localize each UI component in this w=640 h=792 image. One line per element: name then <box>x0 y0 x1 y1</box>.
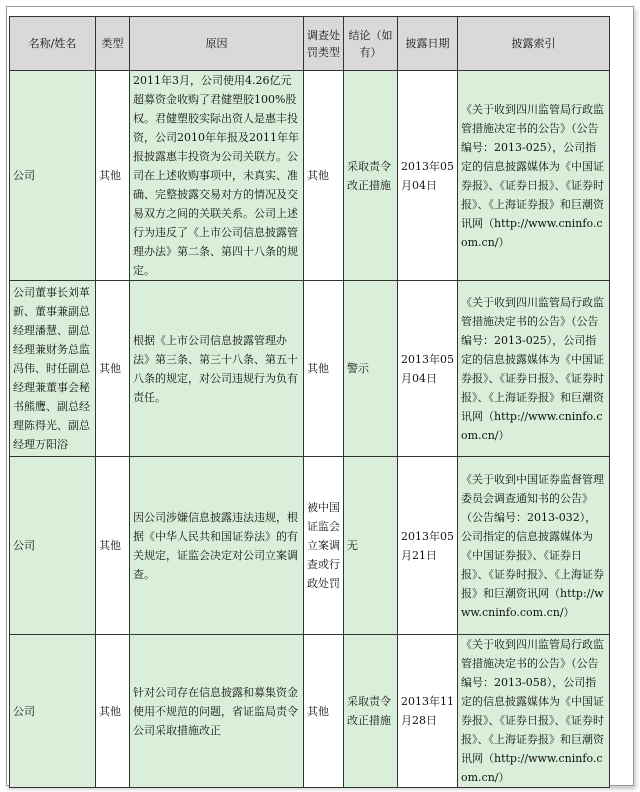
header-penalty-type: 调查处罚类型 <box>304 17 344 71</box>
cell-index: 《关于收到四川监管局行政监管措施决定书的公告》（公告编号：2013-058），公司指定的信息披露媒体为《中国证券报》、《证券日报》、《证券时报》、《上海证券报》和巨潮资讯网（http://www.cninfo.com.cn/） <box>458 635 610 788</box>
header-name: 名称/姓名 <box>10 17 96 71</box>
cell-type: 其他 <box>96 635 130 788</box>
header-conclusion: 结论（如有） <box>344 17 398 71</box>
cell-type: 其他 <box>96 71 130 281</box>
table-row <box>10 457 610 635</box>
cell-penalty-type: 其他 <box>304 635 344 788</box>
header-row <box>10 17 610 71</box>
cell-penalty-type: 其他 <box>304 71 344 281</box>
cell-index: 《关于收到中国证券监督管理委员会调查通知书的公告》（公告编号：2013-032），公司指定的信息披露媒体为《中国证券报》、《证券日报》、《证券时报》、《上海证券报》和巨潮资讯网（http://www.cninfo.com.cn/） <box>458 457 610 635</box>
cell-name: 公司 <box>10 635 96 788</box>
cell-reason: 因公司涉嫌信息披露违法违规，根据《中华人民共和国证券法》的有关规定，证监会决定对公司立案调查。 <box>130 457 304 635</box>
cell-conclusion: 采取责令改正措施 <box>344 71 398 281</box>
cell-name: 公司 <box>10 457 96 635</box>
cell-conclusion: 采取责令改正措施 <box>344 635 398 788</box>
cell-type: 其他 <box>96 457 130 635</box>
cell-penalty-type: 被中国证监会立案调查或行政处罚 <box>304 457 344 635</box>
cell-conclusion: 警示 <box>344 281 398 457</box>
cell-date: 2013年11月28日 <box>398 635 458 788</box>
table-row <box>10 635 610 788</box>
cell-date: 2013年05月21日 <box>398 457 458 635</box>
header-index: 披露索引 <box>458 17 610 71</box>
cell-index: 《关于收到四川监管局行政监管措施决定书的公告》（公告编号：2013-025），公司指定的信息披露媒体为《中国证券报》、《证券日报》、《证券时报》、《上海证券报》和巨潮资讯网（http://www.cninfo.com.cn/） <box>458 281 610 457</box>
cell-index: 《关于收到四川监管局行政监管措施决定书的公告》（公告编号：2013-025），公司指定的信息披露媒体为《中国证券报》、《证券日报》、《证券时报》、《上海证券报》和巨潮资讯网（http://www.cninfo.com.cn/） <box>458 71 610 281</box>
cell-type: 其他 <box>96 281 130 457</box>
cell-reason: 根据《上市公司信息披露管理办法》第三条、第三十八条、第五十八条的规定，对公司违规行为负有责任。 <box>130 281 304 457</box>
header-type: 类型 <box>96 17 130 71</box>
cell-name: 公司 <box>10 71 96 281</box>
cell-date: 2013年05月04日 <box>398 71 458 281</box>
cell-conclusion: 无 <box>344 457 398 635</box>
cell-name: 公司董事长刘革新、董事兼副总经理潘慧、副总经理兼财务总监冯伟、时任副总经理兼董事会秘书熊鹰、副总经理陈得光、副总经理万阳浴 <box>10 281 96 457</box>
cell-penalty-type: 其他 <box>304 281 344 457</box>
disclosure-table <box>9 16 610 788</box>
table-row <box>10 71 610 281</box>
cell-reason: 2011年3月，公司使用4.26亿元超募资金收购了君健塑胶100%股权。君健塑胶实际出资人是惠丰投资，公司2010年年报及2011年年报披露惠丰投资为公司关联方。公司在上述收购事项中，未真实、准确、完整披露交易对方的情况及交易双方之间的关联关系。公司上述行为违反了《上市公司信息披露管理办法》第二条、第四十八条的规定。 <box>130 71 304 281</box>
cell-reason: 针对公司存在信息披露和募集资金使用不规范的问题，省证监局责令公司采取措施改正 <box>130 635 304 788</box>
cell-date: 2013年05月04日 <box>398 281 458 457</box>
header-reason: 原因 <box>130 17 304 71</box>
header-date: 披露日期 <box>398 17 458 71</box>
table-row <box>10 281 610 457</box>
